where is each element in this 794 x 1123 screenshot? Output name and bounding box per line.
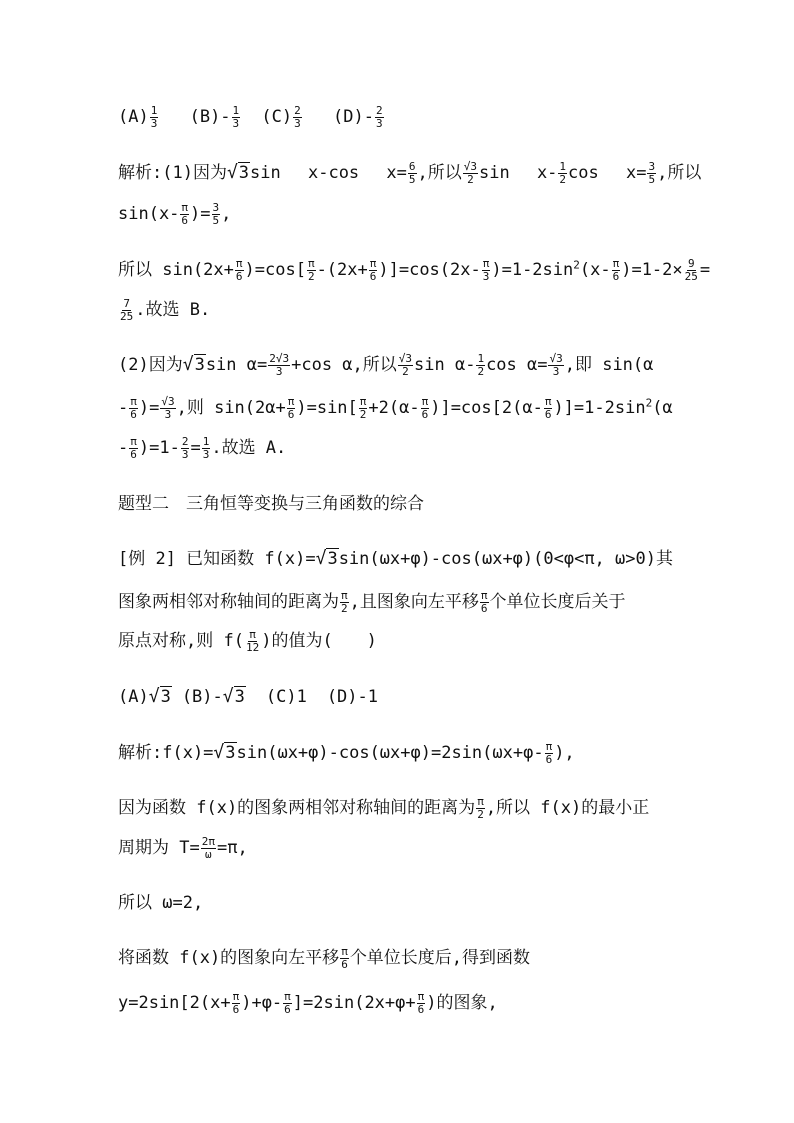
fraction: $\frac{2}{3}$ — [375, 103, 383, 130]
solution2-line-5: 将函数 f(x)的图象向左平移 $\frac{\pi}{6}$ 个单位长度后,得到函数 — [118, 944, 531, 971]
option-c-label: (C) — [261, 107, 293, 127]
solution-line-6: - $\frac{\pi}{6}$ )= $\frac{√3}{3}$ ,则 sin(2α+ $\frac{\pi}{6}$ )=sin[ $\frac{\pi}{2}$ +2(α- $\frac{\pi}{6}$ )]=cos[2(α- $\frac{\pi}{6}$ )]$=1-2\sin^2(\alpha$ — [118, 394, 673, 421]
options-line-2: (A)√3 (B)-√3 (C)1 (D)-1 — [118, 686, 378, 707]
solution2-line-1: 解析:f(x)=√3sin(ωx+φ)-cos(ωx+φ)=2sin(ωx+φ- $\frac{\pi}{6}$ ), — [118, 739, 575, 766]
section-heading: 题型二 三角恒等变换与三角函数的综合 — [118, 494, 424, 514]
fraction: $\frac{1}{3}$ — [232, 103, 240, 130]
solution-line-5: (2)因为√3sin α= $\frac{2√3}{3}$ +cos α,所以 $\frac{√3}{2}$ sin α- $\frac{1}{2}$ cos α= $\frac{√3}{3}$ ,即 sin(α — [118, 351, 654, 378]
solution-line-7: - $\frac{\pi}{6}$ )=1- $\frac{2}{3}$ = $\frac{1}{3}$ .故选 A. — [118, 434, 287, 461]
example-line-1: [例 2] 已知函数 f(x)=√3sin(ωx+φ)-cos(ωx+φ)(0<φ<π, ω>0)其 — [118, 548, 673, 569]
sqrt: √3 — [226, 162, 250, 183]
solution-line-4: $\frac{7}{25}$ .故选 B. — [120, 296, 211, 323]
fraction: $\frac{2}{3}$ — [294, 103, 301, 130]
solution-line-2: sin(x- $\frac{\pi}{6}$ )= $\frac{3}{5}$ , — [118, 200, 232, 227]
solution2-line-2: 因为函数 f(x)的图象两相邻对称轴间的距离为 $\frac{\pi}{2}$ ,所以 f(x)的最小正 — [118, 794, 650, 821]
example-line-2: 图象两相邻对称轴间的距离为 $\frac{\pi}{2}$ ,且图象向左平移 $\frac{\pi}{6}$ 个单位长度后关于 — [118, 588, 626, 615]
option-a-label: (A) — [118, 107, 149, 127]
solution-line-3: 所以 sin(2x+ $\frac{\pi}{6}$ )=cos[ $\frac{\pi}{2}$ -(2x+ $\frac{\pi}{6}$ )]=cos(2x- $\frac{\pi}{3}$ )$=1-2\sin^2(x-$ $\frac{\pi}{6}$ )=1-2× $\frac{9}{25}$ = — [118, 256, 711, 283]
solution2-line-6: y=2sin[2(x+ $\frac{\pi}{6}$ )+φ- $\frac{\pi}{6}$ ]=2sin(2x+φ+ $\frac{\pi}{6}$ )的图象, — [118, 989, 498, 1016]
option-d-label: (D)- — [333, 107, 374, 127]
fraction: $\frac{1}{3}$ — [150, 103, 158, 130]
options-line-1 — [118, 99, 385, 135]
option-b-label: (B)- — [189, 107, 231, 127]
solution-line-1: 解析:(1)因为√3sin x-cos x= $\frac{6}{5}$ ,所以 $\frac{√3}{2}$ sin x- $\frac{1}{2}$ cos x= $\frac{3}{5}$ ,所以 — [118, 155, 701, 191]
example-line-3: 原点对称,则 f( $\frac{\pi}{12}$ )的值为( ) — [118, 627, 377, 654]
solution2-line-4: 所以 ω=2, — [118, 893, 204, 913]
solution2-line-3: 周期为 T= $\frac{2\pi}{\omega}$ =π, — [118, 834, 248, 861]
